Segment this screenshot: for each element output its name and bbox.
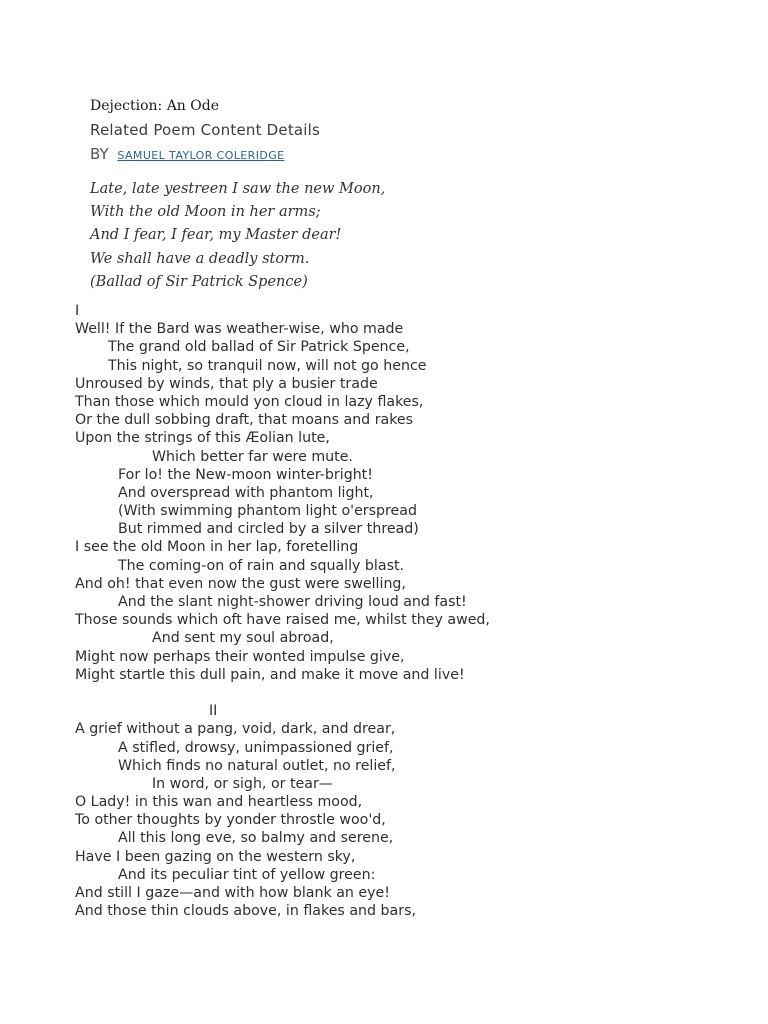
poem-line: And those thin clouds above, in flakes and bars, (75, 903, 416, 920)
poem-line: And the slant night-shower driving loud and fast! (118, 594, 467, 610)
poem-line: To other thoughts by yonder throstle woo'd, (75, 812, 386, 829)
poem-line: The grand old ballad of Sir Patrick Spence, (108, 339, 410, 356)
poem-line: I see the old Moon in her lap, foretelling (75, 539, 359, 556)
poem-line: O Lady! in this wan and heartless mood, (75, 794, 363, 811)
poem-line: A stifled, drowsy, unimpassioned grief, (118, 739, 394, 756)
section-numeral-ii: II (209, 703, 218, 720)
section-numeral-i: I (75, 303, 80, 319)
poem-line: Have I been gazing on the western sky, (75, 848, 356, 865)
poem-line: And overspread with phantom light, (118, 484, 374, 501)
poem-line: Might now perhaps their wonted impulse give, (75, 648, 405, 665)
poem-line: (With swimming phantom light o'erspread (118, 503, 417, 520)
poem-line: Which finds no natural outlet, no relief, (118, 757, 396, 774)
stanza-gap (75, 684, 490, 702)
poem-line: But rimmed and circled by a silver thread) (118, 521, 419, 538)
poem-line: Which better far were mute. (152, 448, 353, 465)
poem-line: This night, so tranquil now, will not go hence (108, 357, 427, 374)
poem-line: Well! If the Bard was weather-wise, who made (75, 321, 404, 338)
poem-line: And oh! that even now the gust were swelling, (75, 575, 406, 592)
poem-line: And still I gaze—and with how blank an eye! (75, 885, 390, 901)
byline (90, 145, 285, 163)
poem-line: Unroused by winds, that ply a busier trade (75, 375, 378, 392)
poem-line: For lo! the New-moon winter-bright! (118, 466, 373, 483)
epigraph-line: And I fear, I fear, my Master dear! (90, 227, 342, 244)
poem-line: All this long eve, so balmy and serene, (118, 830, 394, 847)
poem-line: Or the dull sobbing draft, that moans and rakes (75, 412, 414, 429)
poem-line: Might startle this dull pain, and make it move and live! (75, 666, 465, 683)
poem-line: The coming-on of rain and squally blast. (118, 557, 405, 574)
author-link[interactable]: SAMUEL TAYLOR COLERIDGE (117, 149, 285, 162)
poem-body (75, 302, 490, 920)
poem-line: And sent my soul abroad, (152, 630, 334, 647)
poem-title: Dejection: An Ode (90, 98, 219, 114)
epigraph-line: With the old Moon in her arms; (90, 204, 321, 221)
related-content-heading: Related Poem Content Details (90, 121, 321, 139)
by-label: BY (90, 145, 109, 163)
poem-line: In word, or sigh, or tear— (152, 775, 333, 792)
poem-line: Those sounds which oft have raised me, whilst they awed, (75, 612, 490, 629)
poem-line: And its peculiar tint of yellow green: (118, 866, 376, 883)
epigraph-source: (Ballad of Sir Patrick Spence) (90, 273, 308, 290)
poem-line: Upon the strings of this Æolian lute, (75, 430, 330, 447)
epigraph-line: Late, late yestreen I saw the new Moon, (90, 181, 386, 197)
epigraph-line: We shall have a deadly storm. (90, 250, 310, 267)
epigraph (90, 178, 385, 294)
poem-line: A grief without a pang, void, dark, and drear, (75, 721, 396, 738)
poem-line: Than those which mould yon cloud in lazy flakes, (75, 393, 424, 410)
